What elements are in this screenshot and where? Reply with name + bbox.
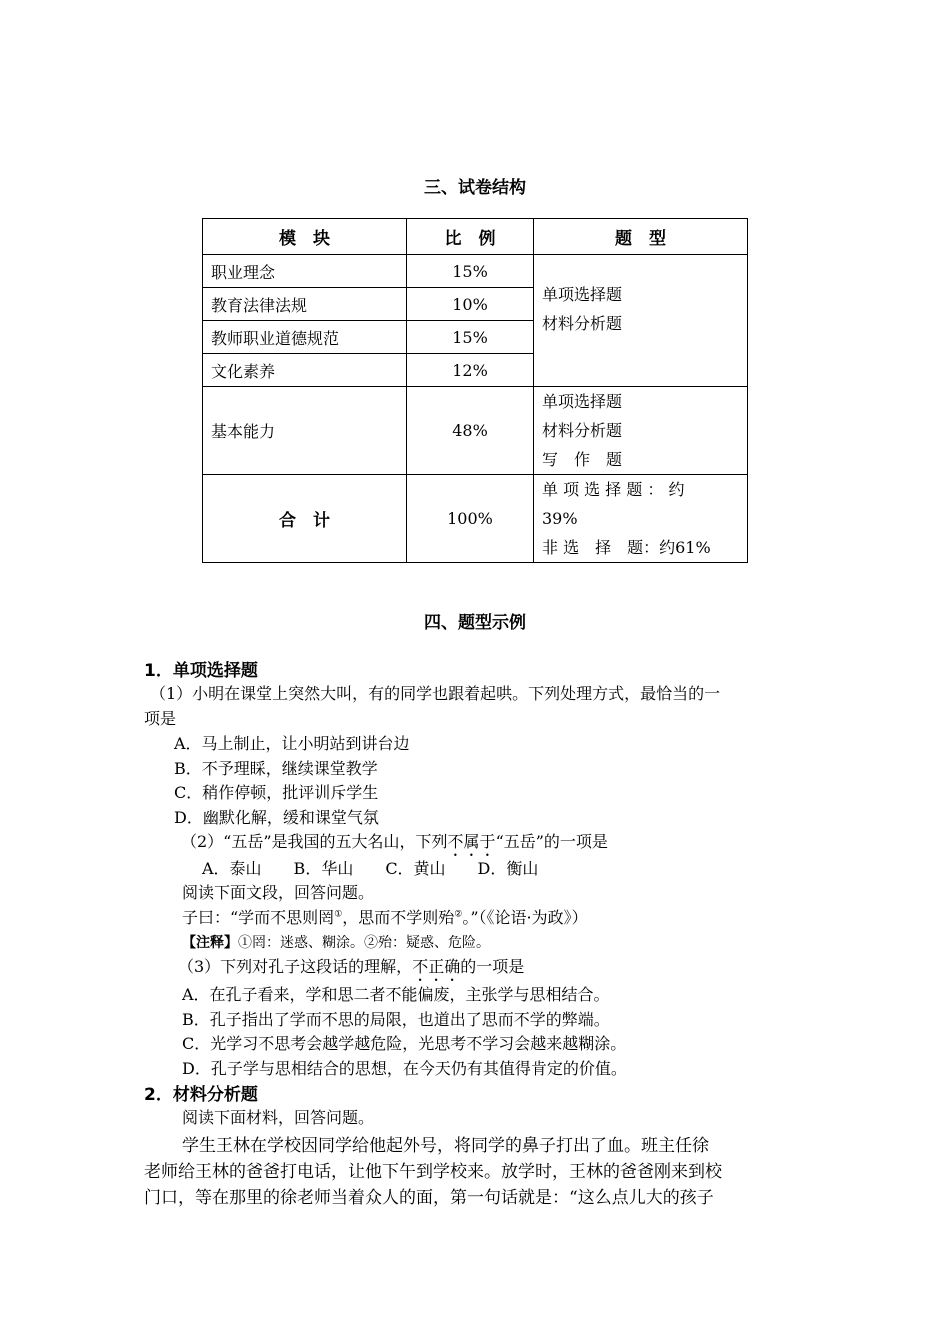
q1-heading: [144, 656, 258, 681]
ratio-cell: 12%: [407, 354, 534, 387]
q1-read-instruction: 阅读下面文段，回答问题。: [182, 883, 375, 902]
q1-p1-option-a: A．马上制止，让小明站到讲台边: [174, 734, 410, 753]
q1-p2-post: “五岳”的一项是: [495, 832, 608, 851]
table-header-row: [203, 219, 748, 255]
q1-p3-pre: （3）下列对孔子这段话的理解，: [178, 957, 413, 976]
q1-p2-options: A．泰山 B．华山 C．黄山 D．衡山: [202, 859, 539, 878]
type-line: 非 选 择 题：约61%: [542, 538, 711, 557]
quote-part: 子曰：“学而不思则罔: [182, 908, 335, 927]
q2-heading-num: 2．: [144, 1085, 173, 1105]
type-line: 材料分析题: [542, 313, 623, 333]
module-cell: 合 计: [203, 475, 407, 563]
table-row: [203, 475, 748, 563]
section-3-title: 三、试卷结构: [424, 178, 526, 198]
type-line: 材料分析题: [542, 421, 623, 440]
q1-note: [182, 932, 490, 952]
q1-p3-stem: [178, 954, 524, 985]
q1-heading-text: 单项选择题: [172, 661, 258, 681]
header-type: 题 型: [534, 219, 748, 255]
quote-part: ，思而不学则殆: [342, 908, 455, 927]
type-line: 39%: [542, 509, 578, 528]
type-cell: [534, 387, 748, 475]
q2-heading-text: 材料分析题: [172, 1085, 258, 1105]
quote-part: 。”（《论语·为政》）: [462, 908, 588, 927]
ratio-cell: 15%: [407, 321, 534, 354]
table-row: [203, 387, 748, 475]
table-row: [203, 255, 748, 288]
note-label: 【注释】: [182, 935, 238, 951]
q1-p1-option-b: B．不予理睬，继续课堂教学: [174, 759, 378, 778]
type-cell: [534, 475, 748, 563]
q1-p1-option-c: C．稍作停顿，批评训斥学生: [174, 783, 379, 802]
module-cell: 基本能力: [203, 387, 407, 475]
quote-note-ref: ①: [334, 909, 343, 920]
module-cell: 文化素养: [203, 354, 407, 387]
module-cell: 职业理念: [203, 255, 407, 288]
q1-heading-num: 1．: [144, 661, 173, 681]
ratio-cell: 100%: [407, 475, 534, 563]
q2-line2: 老师给王林的爸爸打电话，让他下午到学校来。放学时，王林的爸爸刚来到校: [144, 1162, 722, 1182]
q2-read-instruction: 阅读下面材料，回答问题。: [182, 1108, 375, 1127]
q1-p1-option-d: D．幽默化解，缓和课堂气氛: [174, 808, 379, 827]
ratio-cell: 15%: [407, 255, 534, 288]
q1-p1-line1: （1）小明在课堂上突然大叫，有的同学也跟着起哄。下列处理方式，最恰当的一: [150, 684, 721, 703]
q1-p3-emphasis: 不正确: [412, 957, 461, 976]
q1-p3-option-a: A．在孔子看来，学和思二者不能偏废，主张学与思相结合。: [182, 985, 610, 1004]
header-ratio: 比 例: [407, 219, 534, 255]
note-text: ①罔：迷惑、糊涂。②殆：疑惑、危险。: [238, 935, 490, 951]
module-cell: 教育法律法规: [203, 288, 407, 321]
section-4-title: 四、题型示例: [424, 613, 526, 633]
q2-line1: 学生王林在学校因同学给他起外号，将同学的鼻子打出了血。班主任徐: [182, 1136, 709, 1156]
quote-note-ref: ②: [454, 909, 463, 920]
ratio-cell: 48%: [407, 387, 534, 475]
q1-p3-option-d: D．孔子学与思相结合的思想，在今天仍有其值得肯定的价值。: [182, 1059, 627, 1078]
type-line: 写 作 题: [542, 450, 623, 469]
module-cell: 教师职业道德规范: [203, 321, 407, 354]
q1-quote: [182, 905, 588, 928]
type-line: 单 项 选 择 题 ： 约: [542, 480, 685, 499]
q2-heading: [144, 1080, 258, 1105]
q1-p1-line2: 项是: [144, 709, 177, 728]
header-module: 模 块: [203, 219, 407, 255]
q2-line3: 门口，等在那里的徐老师当着众人的面，第一句话就是：“这么点儿大的孩子: [144, 1188, 714, 1208]
q1-p2-emphasis: 不属于: [447, 832, 496, 851]
type-cell-group1: [534, 255, 748, 387]
exam-structure-table: [202, 218, 748, 563]
type-line: 单项选择题: [542, 392, 623, 411]
type-line: 单项选择题: [542, 284, 623, 304]
ratio-cell: 10%: [407, 288, 534, 321]
q1-p3-post: 的一项是: [460, 957, 525, 976]
q1-p3-option-c: C．光学习不思考会越学越危险，光思考不学习会越来越糊涂。: [182, 1034, 627, 1053]
q1-p2-pre: （2）“五岳”是我国的五大名山，下列: [181, 832, 448, 851]
q1-p3-option-b: B．孔子指出了学而不思的局限，也道出了思而不学的弊端。: [182, 1010, 610, 1029]
